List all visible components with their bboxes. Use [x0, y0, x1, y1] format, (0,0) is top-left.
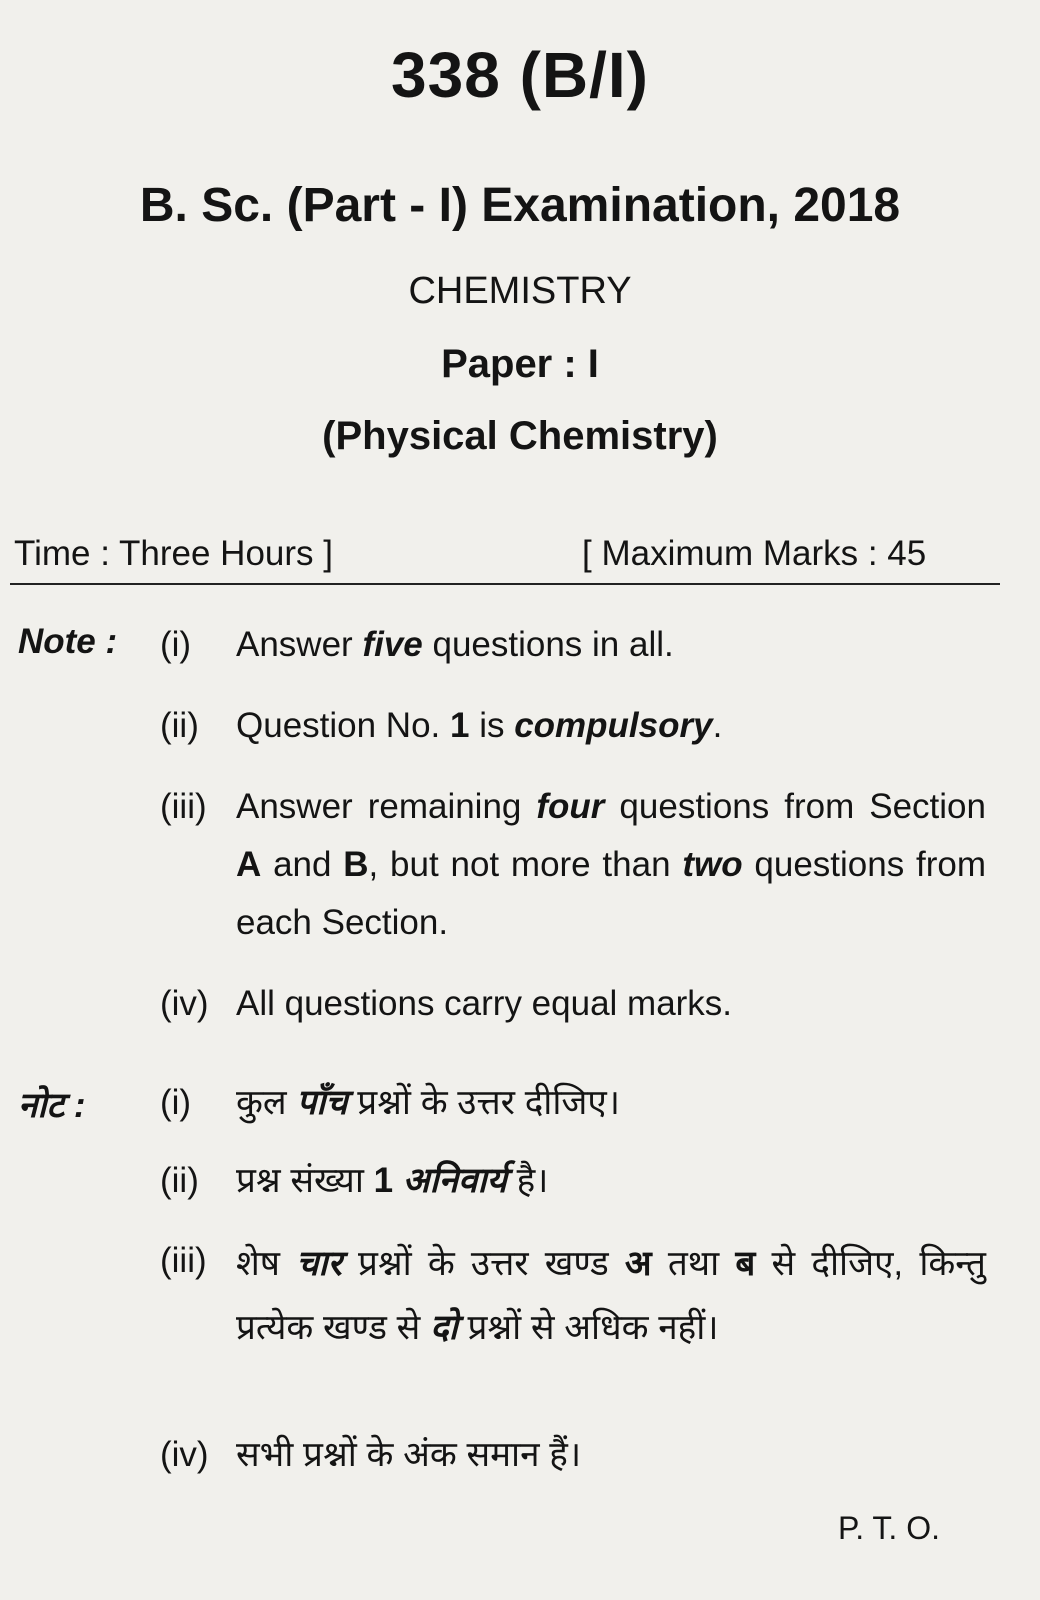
item-text: सभी प्रश्नों के अंक समान हैं। — [236, 1435, 582, 1474]
maximum-marks: [ Maximum Marks : 45 — [582, 534, 927, 573]
item-text: Answer five questions in all. — [236, 625, 674, 664]
item-number: (iii) — [160, 1241, 207, 1280]
time-allowed: Time : Three Hours ] — [14, 534, 333, 573]
paper-branch: (Physical Chemistry) — [322, 414, 718, 458]
item-number: (iii) — [160, 787, 207, 826]
item-text: Answer remaining four questions from Section A and B, but not more than two questions from each Section. — [236, 787, 986, 942]
note-label-hi: नोट : — [18, 1086, 86, 1125]
exam-title: B. Sc. (Part - I) Examination, 2018 — [139, 179, 901, 232]
subject-title: CHEMISTRY — [408, 270, 632, 312]
item-number: (iv) — [160, 984, 209, 1023]
item-number: (ii) — [160, 1161, 199, 1200]
item-number: (iv) — [160, 1435, 209, 1474]
please-turn-over: P. T. O. — [838, 1510, 940, 1546]
item-number: (ii) — [160, 706, 199, 745]
note-label-en: Note : — [18, 622, 118, 661]
item-number: (i) — [160, 1083, 192, 1122]
paper-number: Paper : I — [441, 342, 599, 386]
header-divider — [10, 583, 1000, 585]
item-text: All questions carry equal marks. — [236, 984, 733, 1023]
item-text: शेष चार प्रश्नों के उत्तर खण्ड अ तथा ब से दीजिए, किन्तु प्रत्येक खण्ड से दो प्रश्नों से अधिक नहीं। — [236, 1244, 986, 1347]
paper-code: 338 (B/I) — [391, 39, 649, 111]
item-text: Question No. 1 is compulsory. — [236, 706, 723, 745]
item-text: प्रश्न संख्या 1 अनिवार्य है। — [236, 1161, 549, 1200]
item-number: (i) — [160, 625, 192, 664]
item-text: कुल पाँच प्रश्नों के उत्तर दीजिए। — [236, 1083, 621, 1122]
